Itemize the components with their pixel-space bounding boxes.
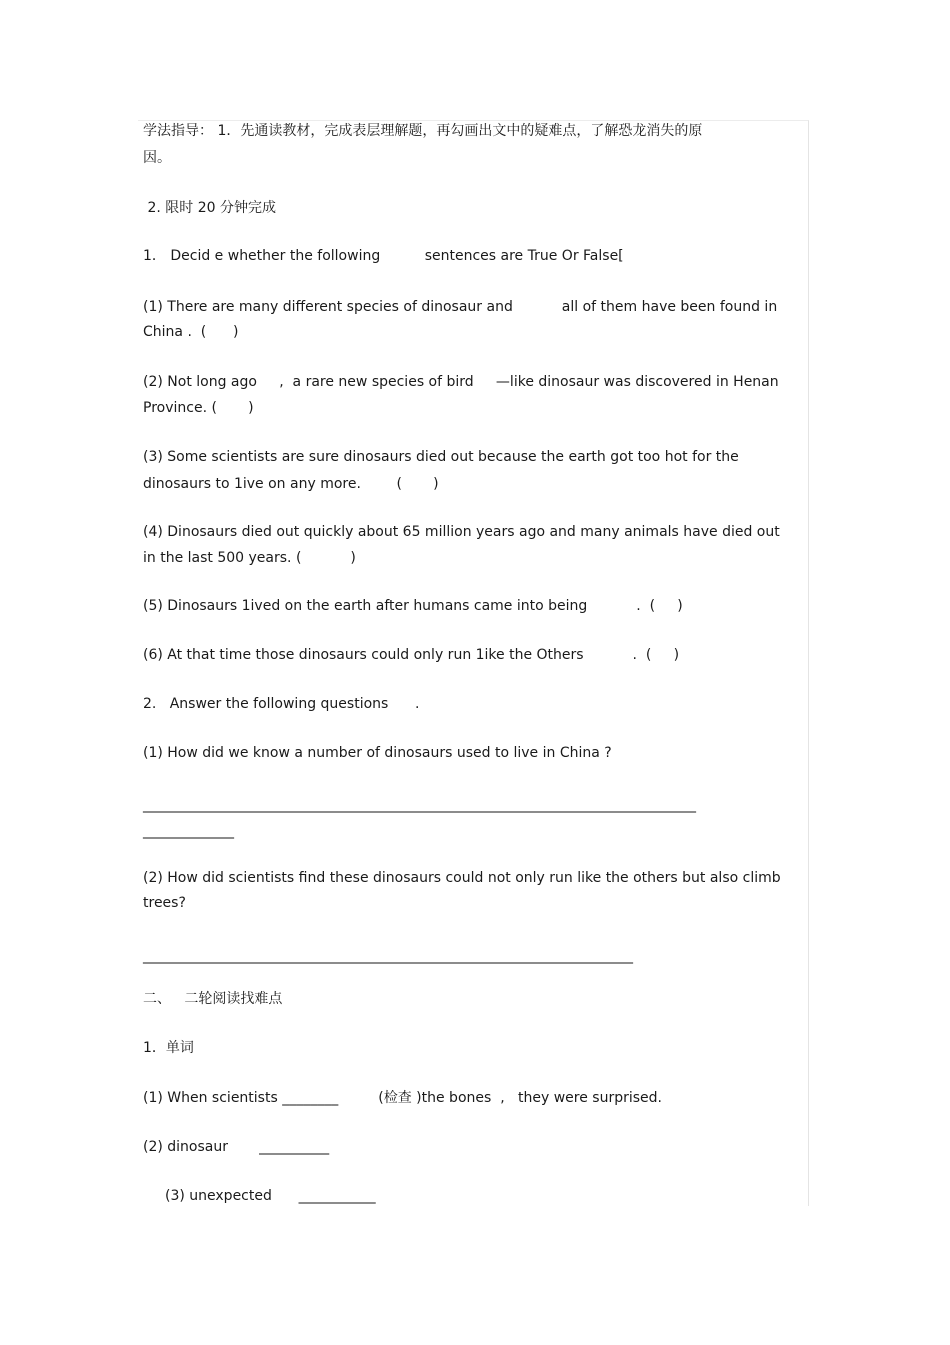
statement-3-line-1: (3) Some scientists are sure dinosaurs died out because the earth got too hot for the	[143, 449, 739, 465]
vocab-item-1: (1) When scientists ________ (检查 )the bones , they were surprised.	[143, 1090, 662, 1106]
statement-1-line-1: (1) There are many different species of dinosaur and all of them have been found in	[143, 299, 778, 315]
section-2-heading: 二、 二轮阅读找难点	[143, 991, 283, 1007]
study-guide-line-2: 因。	[143, 150, 171, 166]
question-2-line-2: trees?	[143, 895, 186, 911]
answer-line-1b: _____________	[143, 823, 234, 839]
statement-4-line-2: in the last 500 years. ( )	[143, 550, 356, 566]
time-limit: 2. 限时 20 分钟完成	[143, 200, 276, 216]
statement-3-line-2: dinosaurs to 1ive on any more. ( )	[143, 476, 439, 492]
task-1-heading: 1． Decid e whether the following sentences are True Or False[	[143, 248, 624, 264]
study-guide-line-1: 学法指导： 1．先通读教材，完成表层理解题，再勾画出文中的疑难点，了解恐龙消失的原	[143, 123, 703, 139]
statement-2-line-1: (2) Not long ago , a rare new species of bird —like dinosaur was discovered in Henan	[143, 374, 779, 390]
question-2-line-1: (2) How did scientists find these dinosaurs could not only run like the others but also climb	[143, 870, 781, 886]
statement-6: (6) At that time those dinosaurs could only run 1ike the Others . ( )	[143, 647, 680, 663]
statement-1-line-2: China . ( )	[143, 324, 239, 340]
answer-line-2: ______________________________________________________________________	[143, 948, 633, 964]
vocab-item-2: (2) dinosaur __________	[143, 1139, 330, 1155]
task-2-heading: 2. Answer the following questions .	[143, 696, 420, 712]
answer-line-1a: _______________________________________________________________________________	[143, 797, 696, 813]
question-1: (1) How did we know a number of dinosaurs used to live in China ?	[143, 745, 612, 761]
statement-4-line-1: (4) Dinosaurs died out quickly about 65 million years ago and many animals have died out	[143, 524, 780, 540]
statement-5: (5) Dinosaurs 1ived on the earth after humans came into being . ( )	[143, 598, 683, 614]
statement-2-line-2: Province. ( )	[143, 400, 254, 416]
vocab-item-3: (3) unexpected ___________	[165, 1188, 376, 1204]
vocabulary-heading: 1．单词	[143, 1040, 194, 1056]
